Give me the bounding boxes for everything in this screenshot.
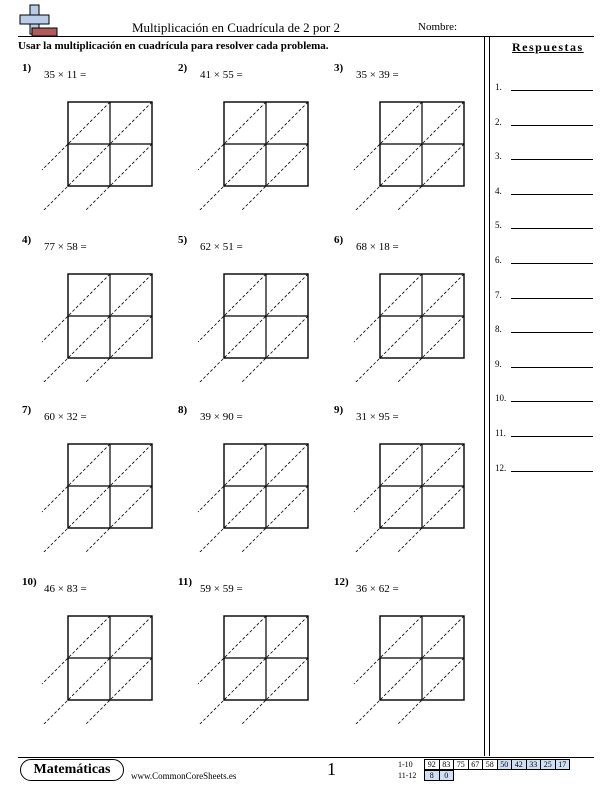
problem-text: 35 × 11 =	[44, 69, 87, 81]
score-cell: 17	[555, 759, 571, 770]
answer-blank[interactable]	[511, 367, 593, 368]
problem-text: 36 × 62 =	[356, 583, 399, 595]
brand-badge: Matemáticas	[20, 759, 124, 781]
answer-blank[interactable]	[511, 471, 593, 472]
answer-column-divider	[484, 36, 485, 756]
lattice-grid[interactable]	[348, 272, 478, 382]
score-cell: 8	[424, 770, 440, 781]
lattice-grid[interactable]	[192, 100, 322, 210]
score-cell: 75	[453, 759, 469, 770]
problem-number: 10)	[22, 576, 37, 588]
answer-row	[495, 251, 593, 265]
answer-number: 8.	[495, 324, 502, 335]
problem-text: 31 × 95 =	[356, 411, 399, 423]
answer-number: 2.	[495, 116, 502, 127]
lattice-grid[interactable]	[36, 614, 166, 724]
problem-number: 6)	[334, 234, 344, 246]
answer-column-divider-inner	[489, 36, 490, 756]
instructions: Usar la multiplicación en cuadrícula para resolver cada problema.	[18, 40, 329, 52]
answer-row	[495, 216, 593, 230]
problem-number: 5)	[178, 234, 188, 246]
answer-number: 6.	[495, 255, 502, 265]
answer-number: 4.	[495, 185, 502, 196]
answer-row	[495, 355, 593, 369]
answer-number: 9.	[495, 358, 502, 369]
name-label: Nombre:	[418, 21, 458, 33]
score-cell: 0	[439, 770, 455, 781]
answers-title: Respuestas	[512, 40, 584, 54]
answer-blank[interactable]	[511, 159, 593, 160]
score-cell: 50	[497, 759, 513, 770]
answer-number: 1.	[495, 82, 502, 92]
problem-text: 62 × 51 =	[200, 241, 243, 253]
footer-divider	[18, 757, 594, 758]
problem-number: 9)	[334, 404, 344, 416]
answer-blank[interactable]	[511, 194, 593, 195]
score-cell: 25	[540, 759, 556, 770]
answer-blank[interactable]	[511, 228, 593, 229]
score-cell: 67	[468, 759, 484, 770]
score-range-label: 11-12	[398, 771, 417, 780]
answer-number: 10.	[495, 393, 507, 404]
lattice-grid[interactable]	[348, 614, 478, 724]
problem-text: 39 × 90 =	[200, 411, 243, 423]
lattice-grid[interactable]	[348, 442, 478, 552]
answer-blank[interactable]	[511, 125, 593, 126]
problem-text: 60 × 32 =	[44, 411, 87, 423]
problem-text: 59 × 59 =	[200, 583, 243, 595]
problem-text: 35 × 39 =	[356, 69, 399, 81]
score-cell: 92	[424, 759, 440, 770]
answer-row	[495, 182, 593, 196]
problem-text: 46 × 83 =	[44, 583, 87, 595]
score-cell: 83	[439, 759, 455, 770]
score-cell: 33	[526, 759, 542, 770]
lattice-grid[interactable]	[36, 272, 166, 382]
answer-blank[interactable]	[511, 332, 593, 333]
answer-blank[interactable]	[511, 401, 593, 402]
problem-number: 7)	[22, 404, 32, 416]
answer-row	[495, 424, 593, 438]
answer-row	[495, 320, 593, 334]
lattice-grid[interactable]	[348, 100, 478, 210]
page-number: 1	[327, 759, 336, 779]
lattice-grid[interactable]	[36, 100, 166, 210]
header-divider	[18, 36, 594, 37]
problem-text: 77 × 58 =	[44, 241, 87, 253]
website-link[interactable]: www.CommonCoreSheets.es	[131, 771, 237, 781]
answer-row	[495, 147, 593, 161]
score-cell: 58	[482, 759, 498, 770]
answer-row	[495, 113, 593, 127]
problem-number: 2)	[178, 62, 188, 74]
problem-text: 41 × 55 =	[200, 69, 243, 81]
problem-number: 4)	[22, 234, 32, 246]
answer-row	[495, 459, 593, 473]
answer-number: 5.	[495, 220, 502, 231]
answer-row	[495, 78, 593, 92]
problem-number: 3)	[334, 62, 344, 74]
answer-blank[interactable]	[511, 90, 593, 91]
logo-icon	[18, 4, 58, 38]
answer-number: 7.	[495, 289, 502, 300]
problem-text: 68 × 18 =	[356, 241, 399, 253]
answer-blank[interactable]	[511, 436, 593, 437]
lattice-grid[interactable]	[192, 442, 322, 552]
score-cell: 42	[511, 759, 527, 770]
answer-number: 11.	[495, 428, 506, 438]
problem-number: 8)	[178, 404, 188, 416]
answer-number: 3.	[495, 151, 502, 162]
answer-blank[interactable]	[511, 298, 593, 299]
answer-number: 12.	[495, 462, 507, 473]
answer-blank[interactable]	[511, 263, 593, 264]
answer-row	[495, 286, 593, 300]
lattice-grid[interactable]	[192, 272, 322, 382]
problem-number: 12)	[334, 576, 349, 588]
problem-number: 1)	[22, 62, 32, 74]
lattice-grid[interactable]	[192, 614, 322, 724]
lattice-grid[interactable]	[36, 442, 166, 552]
score-range-label: 1-10	[398, 760, 413, 769]
problem-number: 11)	[178, 576, 193, 588]
page-title: Multiplicación en Cuadrícula de 2 por 2	[132, 20, 340, 35]
answer-row	[495, 389, 593, 403]
